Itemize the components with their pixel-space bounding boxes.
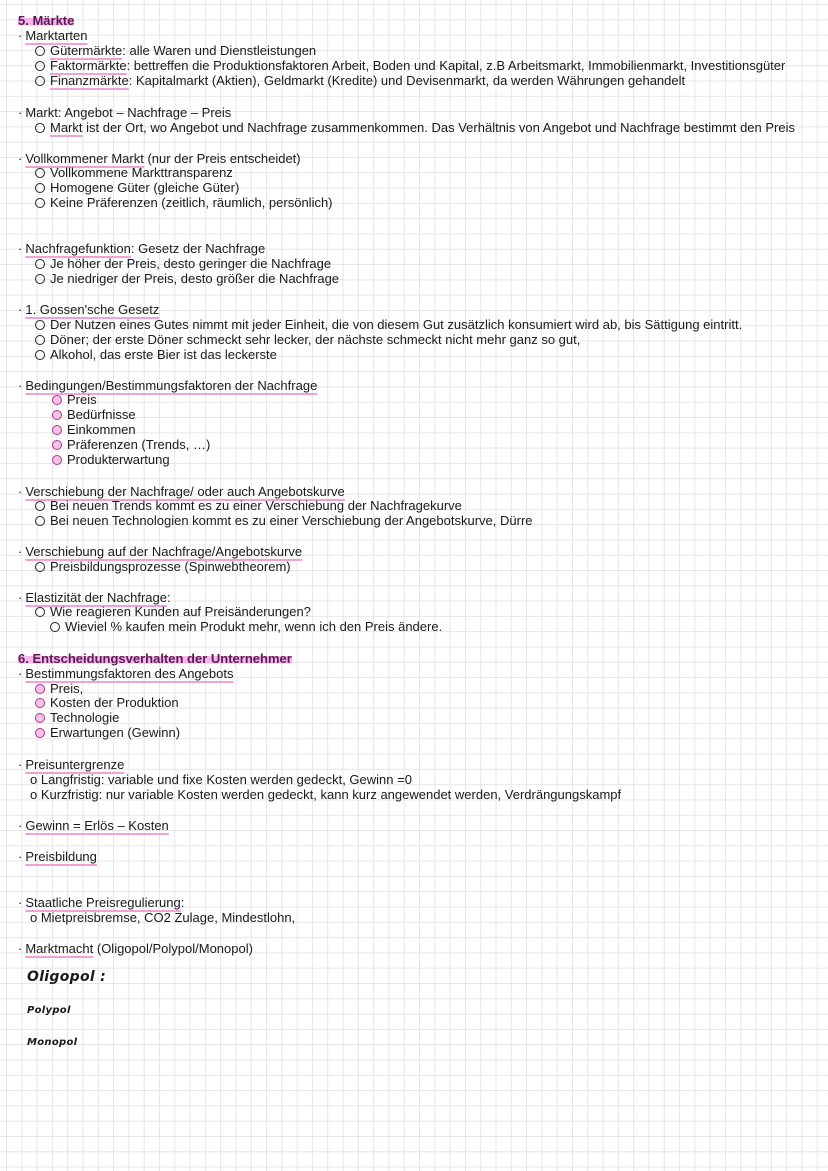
underlined-keyword: Verschiebung der Nachfrage/ oder auch Angebotskurve [25, 484, 345, 499]
note-line [35, 681, 83, 696]
note-line [18, 666, 233, 681]
line-text: Monopol [27, 1037, 78, 1048]
line-text: : Gesetz der Nachfrage [130, 241, 266, 256]
note-line [50, 619, 442, 634]
note-line [35, 559, 291, 574]
line-text: (Oligopol/Polypol/Monopol) [93, 941, 253, 956]
hollow-circle-bullet-icon [35, 516, 45, 526]
line-text: Erwartungen (Gewinn) [50, 725, 181, 740]
note-line [35, 604, 311, 619]
underlined-keyword: Nachfragefunktion [25, 241, 131, 256]
line-text: ist der Ort, wo Angebot und Nachfrage zusammenkommen. Das Verhältnis von Angebot und Nachfrage bestimmt den Preis [82, 120, 795, 135]
line-text: Kosten der Produktion [50, 695, 179, 710]
line-text: Bei neuen Technologien kommt es zu einer Verschiebung der Angebotskurve, Dürre [50, 513, 533, 528]
underlined-keyword: Bestimmungsfaktoren des Angebots [25, 666, 234, 681]
bullet-dot-icon: · [18, 544, 23, 559]
note-line [35, 180, 239, 195]
note-line [30, 772, 412, 787]
underlined-keyword: Staatliche Preisregulierung [25, 895, 181, 910]
underlined-keyword: Markt [50, 120, 83, 135]
line-text: Preis, [50, 681, 84, 696]
hollow-circle-bullet-icon [35, 320, 45, 330]
bullet-dot-icon: · [18, 941, 23, 956]
underlined-keyword: Marktmacht [25, 941, 94, 956]
hollow-circle-bullet-icon [35, 76, 45, 86]
line-text: Homogene Güter (gleiche Güter) [50, 180, 240, 195]
section-heading [18, 651, 292, 666]
line-text: Wieviel % kaufen mein Produkt mehr, wenn ich den Preis ändere. [65, 619, 443, 634]
line-text: Markt: Angebot – Nachfrage – Preis [25, 105, 232, 120]
note-line [35, 513, 533, 528]
note-line [27, 969, 106, 985]
note-line [18, 941, 253, 956]
note-line [18, 105, 231, 120]
pink-circle-bullet-icon [52, 440, 62, 450]
underlined-keyword: Vollkommener Markt [25, 151, 144, 166]
pink-circle-bullet-icon [35, 698, 45, 708]
underlined-keyword: Finanzmärkte [50, 73, 129, 88]
note-line [18, 895, 184, 910]
bullet-dot-icon: · [18, 849, 23, 864]
note-line [35, 725, 180, 740]
underlined-keyword: Gütermärkte [50, 43, 123, 58]
note-line [35, 256, 331, 271]
note-line [30, 787, 621, 802]
note-line [27, 1001, 71, 1018]
note-line [35, 165, 233, 180]
line-text: Der Nutzen eines Gutes nimmt mit jeder Einheit, die von diesem Gut zusätzlich konsumiert wird ab, bis Sättigung eintritt. [50, 317, 743, 332]
underlined-keyword: Marktarten [25, 28, 88, 43]
hollow-circle-bullet-icon [35, 274, 45, 284]
line-text: Je höher der Preis, desto geringer die Nachfrage [50, 256, 332, 271]
note-line [18, 849, 97, 864]
bullet-dot-icon: · [18, 484, 23, 499]
bullet-dot-icon: · [18, 302, 23, 317]
underlined-keyword: Verschiebung auf der Nachfrage/Angebotskurve [25, 544, 303, 559]
line-text: Vollkommene Markttransparenz [50, 165, 233, 180]
note-line [35, 58, 785, 73]
note-line [18, 241, 265, 256]
heading-text: 5. Märkte [18, 13, 75, 28]
note-line [18, 484, 345, 499]
line-text: (nur der Preis entscheidet) [143, 151, 301, 166]
note-line [18, 302, 159, 317]
line-text: Präferenzen (Trends, …) [67, 437, 211, 452]
hollow-circle-bullet-icon [35, 183, 45, 193]
pink-circle-bullet-icon [52, 395, 62, 405]
line-text: : [180, 895, 185, 910]
heading-text: 6. Entscheidungsverhalten der Unternehmer [18, 651, 292, 666]
hollow-circle-bullet-icon [35, 259, 45, 269]
bullet-dot-icon: · [18, 241, 23, 256]
pink-circle-bullet-icon [52, 410, 62, 420]
hollow-circle-bullet-icon [35, 335, 45, 345]
line-text: : bettreffen die Produktionsfaktoren Arbeit, Boden und Kapital, z.B Arbeitsmarkt, Immobilienmarkt, Investitionsgüter [126, 58, 786, 73]
note-line [18, 378, 317, 393]
line-text: Preisbildungsprozesse (Spinwebtheorem) [50, 559, 291, 574]
underlined-keyword: Gewinn = Erlös – Kosten [25, 818, 169, 833]
note-line [35, 73, 685, 88]
note-line [52, 452, 170, 467]
note-line [35, 195, 333, 210]
line-text: : alle Waren und Dienstleistungen [122, 43, 317, 58]
hollow-circle-bullet-icon [35, 46, 45, 56]
note-line [30, 910, 295, 925]
note-line [18, 590, 171, 605]
bullet-dot-icon: · [18, 895, 23, 910]
note-line [18, 151, 301, 166]
note-line [52, 422, 136, 437]
line-text: Wie reagieren Kunden auf Preisänderungen? [50, 604, 311, 619]
pink-circle-bullet-icon [52, 455, 62, 465]
hollow-circle-bullet-icon [50, 622, 60, 632]
hollow-circle-bullet-icon [35, 168, 45, 178]
note-line [35, 710, 119, 725]
line-text: : [166, 590, 171, 605]
bullet-dot-icon: · [18, 590, 23, 605]
pink-circle-bullet-icon [35, 728, 45, 738]
bullet-dot-icon: · [18, 28, 23, 43]
hollow-circle-bullet-icon [35, 350, 45, 360]
line-text: Bedürfnisse [67, 407, 136, 422]
section-heading [18, 13, 74, 28]
hollow-circle-bullet-icon [35, 61, 45, 71]
line-text: Je niedriger der Preis, desto größer die Nachfrage [50, 271, 340, 286]
hollow-circle-bullet-icon [35, 123, 45, 133]
line-text: o Langfristig: variable und fixe Kosten werden gedeckt, Gewinn =0 [30, 772, 412, 787]
line-text: o Mietpreisbremse, CO2 Zulage, Mindestlohn, [30, 910, 296, 925]
line-text: Keine Präferenzen (zeitlich, räumlich, persönlich) [50, 195, 333, 210]
note-line [18, 28, 87, 43]
hollow-circle-bullet-icon [35, 198, 45, 208]
bullet-dot-icon: · [18, 666, 23, 681]
underlined-keyword: Faktormärkte [50, 58, 127, 73]
line-text: Alkohol, das erste Bier ist das leckerste [50, 347, 277, 362]
hollow-circle-bullet-icon [35, 562, 45, 572]
bullet-dot-icon: · [18, 151, 23, 166]
line-text: Einkommen [67, 422, 136, 437]
line-text: Preis [67, 392, 97, 407]
line-text: Polypol [27, 1005, 71, 1016]
pink-circle-bullet-icon [52, 425, 62, 435]
note-line [27, 1033, 77, 1050]
note-line [35, 695, 179, 710]
line-text: Bei neuen Trends kommt es zu einer Verschiebung der Nachfragekurve [50, 498, 462, 513]
bullet-dot-icon: · [18, 105, 23, 120]
note-line [18, 818, 169, 833]
note-line [18, 544, 302, 559]
pink-circle-bullet-icon [35, 713, 45, 723]
hollow-circle-bullet-icon [35, 501, 45, 511]
line-text: Oligopol : [27, 969, 107, 985]
underlined-keyword: 1. Gossen'sche Gesetz [25, 302, 160, 317]
note-line [18, 757, 124, 772]
line-text: Döner; der erste Döner schmeckt sehr lecker, der nächste schmeckt nicht mehr ganz so gut, [50, 332, 581, 347]
line-text: Produkterwartung [67, 452, 170, 467]
underlined-keyword: Preisuntergrenze [25, 757, 125, 772]
line-text: Technologie [50, 710, 120, 725]
line-text: : Kapitalmarkt (Aktien), Geldmarkt (Kredite) und Devisenmarkt, da werden Währungen gehandelt [128, 73, 686, 88]
note-line [52, 407, 136, 422]
note-line [35, 347, 277, 362]
bullet-dot-icon: · [18, 757, 23, 772]
underlined-keyword: Preisbildung [25, 849, 97, 864]
line-text: o Kurzfristig: nur variable Kosten werden gedeckt, kann kurz angewendet werden, Verdrängungskampf [30, 787, 622, 802]
note-line [35, 332, 580, 347]
note-line [35, 271, 339, 286]
hollow-circle-bullet-icon [35, 607, 45, 617]
note-line [52, 392, 97, 407]
note-line [35, 43, 316, 58]
note-line [52, 437, 210, 452]
note-line [35, 120, 795, 135]
underlined-keyword: Bedingungen/Bestimmungsfaktoren der Nachfrage [25, 378, 318, 393]
pink-circle-bullet-icon [35, 684, 45, 694]
bullet-dot-icon: · [18, 818, 23, 833]
underlined-keyword: Elastizität der Nachfrage [25, 590, 167, 605]
note-line [35, 498, 462, 513]
bullet-dot-icon: · [18, 378, 23, 393]
note-line [35, 317, 742, 332]
